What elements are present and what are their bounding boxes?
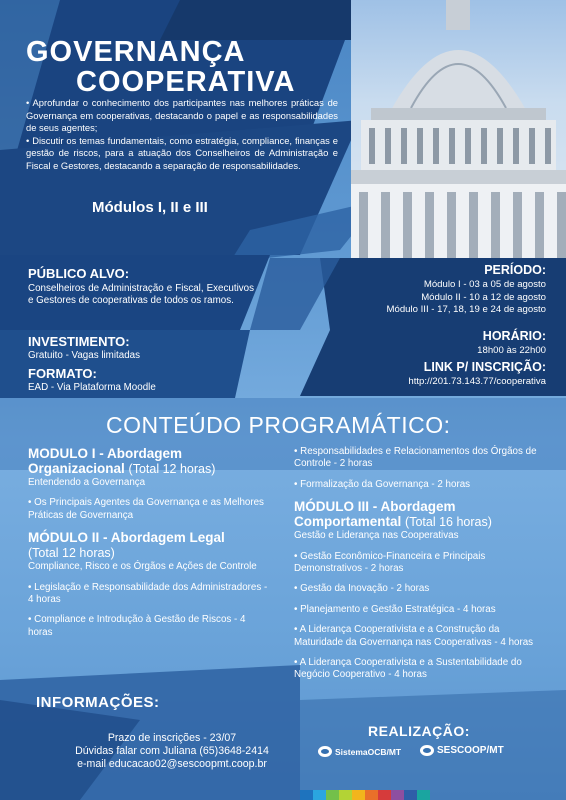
intro-text	[26, 97, 338, 173]
module-3-hours: (Total 16 horas)	[405, 515, 492, 530]
stripe-segment	[352, 790, 365, 800]
conteudo-programatico-heading: CONTEÚDO PROGRAMÁTICO:	[106, 412, 451, 438]
module-bullet: • Gestão Econômico-Financeira e Principais Demonstrativos - 2 horas	[294, 550, 486, 575]
stripe-segment	[365, 790, 378, 800]
periodo-line: Módulo III - 17, 18, 19 e 24 de agosto	[386, 304, 546, 316]
module-bullet: • Compliance e Introdução à Gestão de Riscos - 4 horas	[28, 614, 246, 638]
module-1-title	[28, 446, 272, 477]
sescoop-logo-icon	[420, 745, 434, 756]
sescoop-logo	[420, 745, 504, 756]
sescoop-logo-text: SESCOOP/MT	[437, 745, 504, 756]
ocb-logo	[318, 746, 401, 757]
ocb-logo-icon	[318, 746, 332, 757]
stripe-segment	[391, 790, 404, 800]
module-1-name: MODULO I - Abordagem Organizacional	[28, 446, 182, 476]
module-bullet: • A Liderança Cooperativista e a Sustentabilidade do Negócio Cooperativo - 4 horas	[294, 657, 522, 681]
formato-heading: FORMATO:	[28, 366, 97, 381]
stripe-segment	[313, 790, 326, 800]
color-stripe	[300, 790, 430, 800]
title-line-1: GOVERNANÇA	[26, 36, 246, 68]
periodo-line: Módulo II - 10 a 12 de agosto	[421, 291, 546, 303]
periodo-list	[387, 279, 546, 317]
module-3-title	[294, 499, 540, 530]
module-3-name: MÓDULO III - Abordagem Comportamental	[294, 499, 456, 530]
capitol-dome-image	[351, 0, 566, 258]
link-inscricao-url[interactable]: http://201.73.143.77/cooperativa	[408, 376, 546, 387]
publico-alvo-text: Conselheiros de Administração e Fiscal, Executivos e Gestores de cooperativas de todos os ramos.	[28, 283, 254, 307]
module-bullet: • Os Principais Agentes da Governança e as Melhores Práticas de Governança	[28, 497, 264, 521]
title-line-2: COOPERATIVA	[76, 66, 296, 98]
periodo-heading: PERÍODO:	[484, 263, 546, 277]
content-right-column	[294, 446, 540, 690]
modules-heading: Módulos I, II e III	[92, 199, 208, 216]
module-bullet: • Legislação e Responsabilidade dos Administradores - 4 horas	[28, 581, 268, 606]
horario-heading: HORÁRIO:	[482, 329, 546, 343]
stripe-segment	[378, 790, 391, 800]
stripe-segment	[339, 790, 352, 800]
link-inscricao-heading: LINK P/ INSCRIÇÃO:	[423, 360, 546, 374]
module-bullet: • Planejamento e Gestão Estratégica - 4 horas	[294, 603, 496, 615]
investimento-text: Gratuito - Vagas limitadas	[28, 350, 140, 361]
informacoes-text	[40, 732, 304, 771]
intro-paragraph: • Discutir os temas fundamentais, como estratégia, compliance, finanças e gestão de riscos, para a atuação dos Conselheiros de Administração e Fiscal e Gestores, destacando a separação de responsabilidades.	[26, 134, 338, 171]
info-line: Prazo de inscrições - 23/07	[107, 732, 237, 744]
periodo-line: Módulo I - 03 a 05 de agosto	[423, 279, 546, 290]
informacoes-heading: INFORMAÇÕES:	[36, 694, 160, 711]
module-bullet: • Gestão da Inovação - 2 horas	[294, 583, 430, 595]
module-2-title	[28, 530, 272, 561]
info-line: Dúvidas falar com Juliana (65)3648-2414	[75, 745, 269, 757]
module-1-hours: (Total 12 horas)	[128, 462, 216, 476]
module-2-subtitle: Compliance, Risco e os Órgãos e Ações de Controle	[28, 561, 257, 573]
module-2-name: MÓDULO II - Abordagem Legal	[28, 530, 225, 546]
module-bullet: • Responsabilidades e Relacionamentos dos Órgãos de Controle - 2 horas	[294, 446, 537, 470]
module-3-subtitle: Gestão e Liderança nas Cooperativas	[294, 530, 459, 542]
module-1-subtitle: Entendendo a Governança	[28, 477, 146, 488]
formato-text: EAD - Via Plataforma Moodle	[28, 382, 156, 393]
module-bullet: • Formalização da Governança - 2 horas	[294, 478, 471, 490]
realizacao-heading: REALIZAÇÃO:	[368, 723, 470, 739]
stripe-segment	[417, 790, 430, 800]
publico-alvo-heading: PÚBLICO ALVO:	[28, 266, 130, 281]
content-left-column	[28, 446, 272, 647]
horario-text: 18h00 às 22h00	[477, 345, 546, 356]
stripe-segment	[404, 790, 417, 800]
module-bullet: • A Liderança Cooperativista e a Construção da Maturidade da Governança nas Cooperativas - 4 horas	[294, 624, 534, 648]
stripe-segment	[326, 790, 339, 800]
module-2-hours: (Total 12 horas)	[28, 546, 115, 561]
stripe-segment	[300, 790, 313, 800]
investimento-heading: INVESTIMENTO:	[28, 334, 130, 349]
info-email[interactable]: e-mail educacao02@sescoopmt.coop.br	[77, 758, 267, 770]
intro-paragraph: • Aprofundar o conhecimento dos participantes nas melhores práticas de Governança em cooperativas, destacando o papel e as responsabilidades de seus agentes;	[26, 97, 338, 134]
ocb-logo-text: SistemaOCB/MT	[335, 746, 402, 757]
